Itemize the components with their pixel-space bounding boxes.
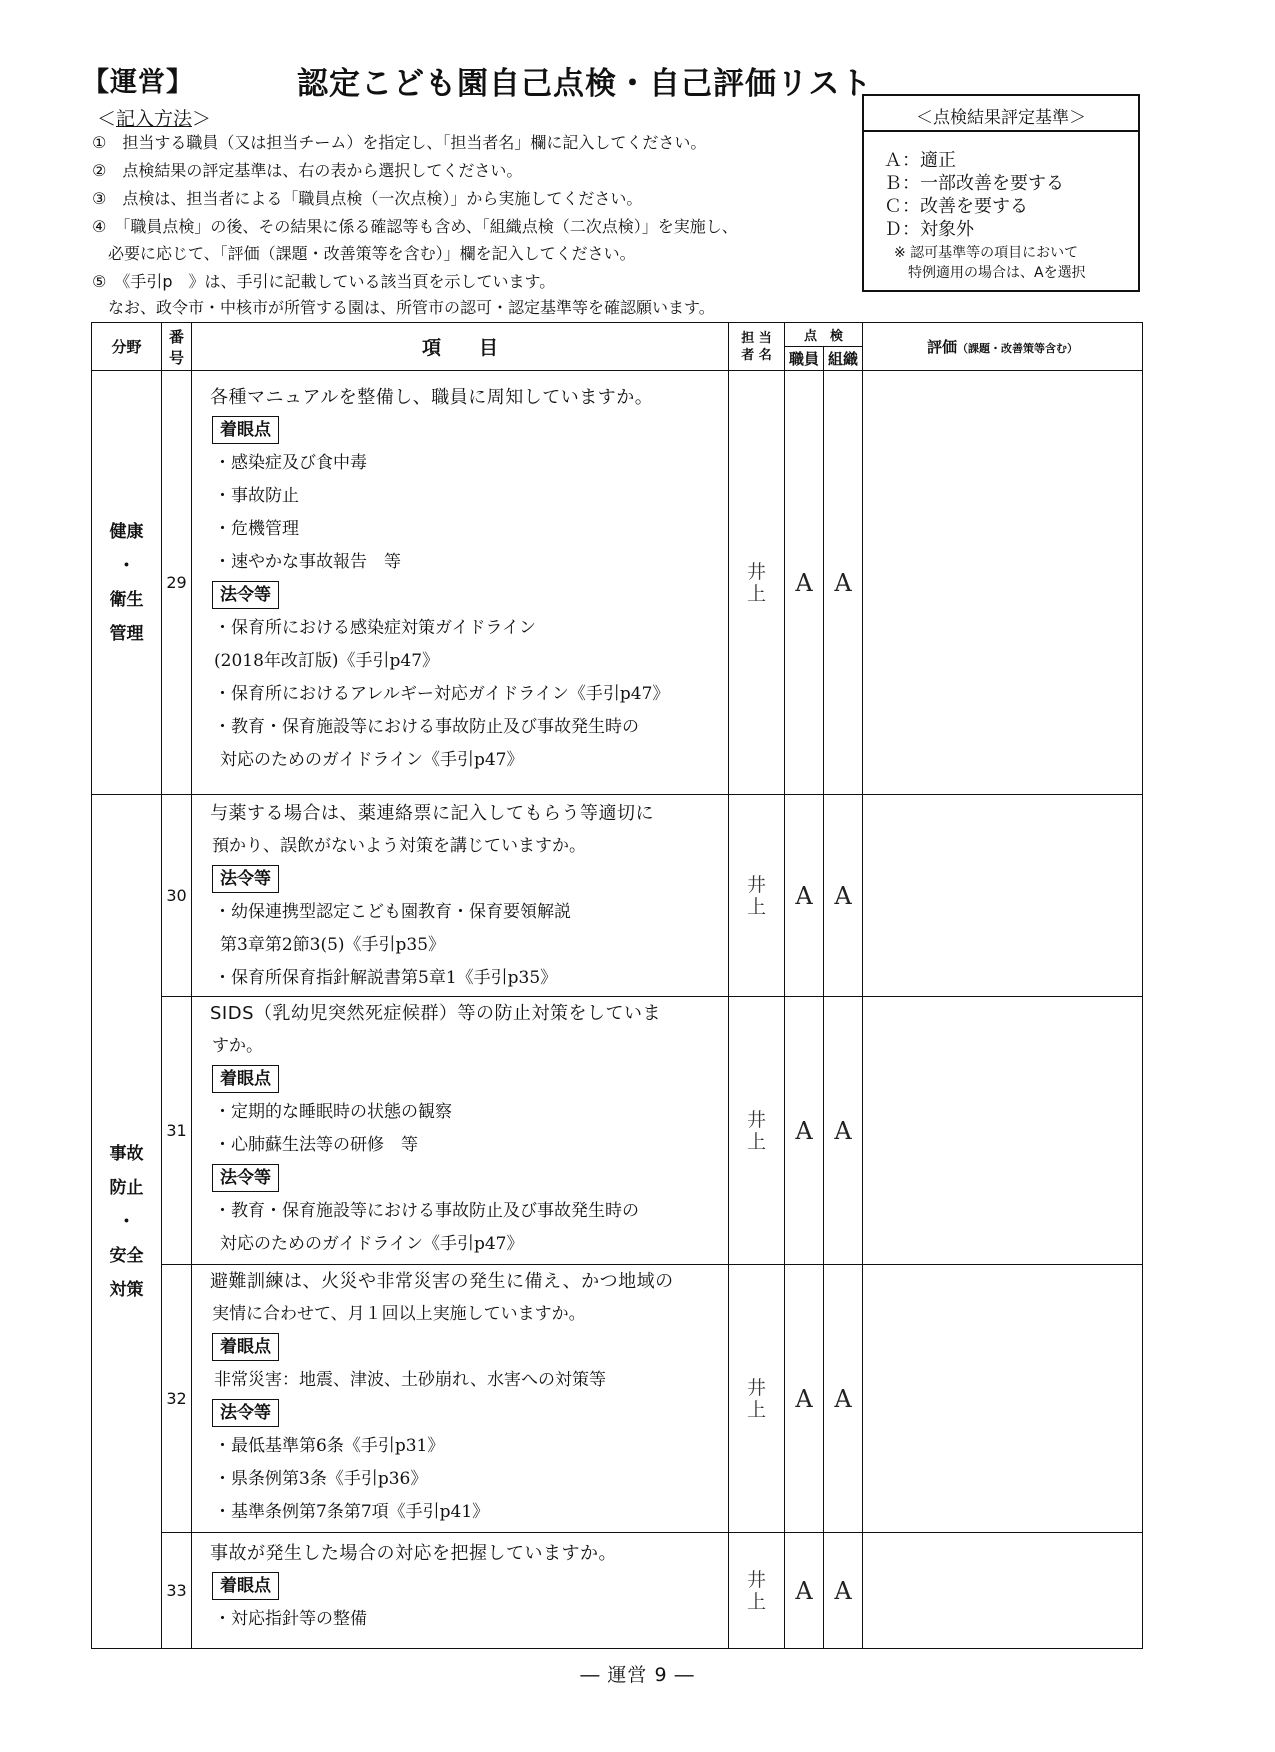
evaluation-cell[interactable] — [863, 371, 1143, 795]
instruction-line: 必要に応じて、「評価（課題・改善策等を含む）」欄を記入してください。 — [92, 244, 636, 263]
org-grade[interactable]: A — [824, 1533, 863, 1649]
staff-grade[interactable]: A — [785, 997, 824, 1265]
staff-grade[interactable]: A — [785, 1533, 824, 1649]
category-line: 安全 — [109, 1245, 144, 1266]
item-question: 事故が発生した場合の対応を把握していますか。 — [210, 1543, 617, 1564]
law-reference: ・保育所保育指針解説書第5章1《手引p35》 — [214, 968, 558, 988]
focus-point: ・危機管理 — [214, 519, 299, 539]
instruction-line: ④ 「職員点検」の後、その結果に係る確認等も含め、「組織点検（二次点検）」を実施し、 — [92, 217, 738, 236]
org-grade[interactable]: A — [824, 1265, 863, 1533]
focus-label: 着眼点 — [212, 1333, 279, 1361]
person-name[interactable]: 井 上 — [729, 371, 785, 795]
header-evaluation-note: （課題・改善策等含む） — [957, 342, 1079, 355]
criteria-item: Ｂ：一部改善を要する — [884, 173, 1064, 194]
section-tag: 【運営】 — [82, 67, 194, 98]
header-staff: 職員 — [785, 347, 824, 371]
criteria-note: 特例適用の場合は、Aを選択 — [908, 265, 1086, 281]
category-line: 管理 — [109, 623, 144, 644]
item-cell — [192, 371, 729, 795]
law-label: 法令等 — [212, 1164, 279, 1192]
law-reference: ・保育所におけるアレルギー対応ガイドライン《手引p47》 — [214, 684, 670, 704]
law-reference: ・幼保連携型認定こども園教育・保育要領解説 — [214, 902, 571, 922]
instruction-line: ① 担当する職員（又は担当チーム）を指定し、「担当者名」欄に記入してください。 — [92, 133, 707, 152]
item-question: 避難訓練は、火災や非常災害の発生に備え、かつ地域の — [210, 1271, 674, 1292]
focus-point: ・対応指針等の整備 — [214, 1609, 367, 1629]
criteria-item: Ｃ：改善を要する — [884, 196, 1028, 217]
law-reference: (2018年改訂版)《手引p47》 — [214, 651, 440, 671]
item-question: 預かり、誤飲がないよう対策を講じていますか。 — [212, 836, 586, 856]
checklist-table — [91, 322, 1143, 1649]
table-header-row — [92, 323, 1143, 347]
focus-point: ・定期的な睡眠時の状態の観察 — [214, 1102, 452, 1122]
row-number: 31 — [162, 997, 192, 1265]
item-cell — [192, 795, 729, 997]
category-line: 衛生 — [109, 589, 144, 610]
law-reference: ・基準条例第7条第7項《手引p41》 — [214, 1502, 490, 1522]
criteria-title: ＜点検結果評定基準＞ — [916, 108, 1086, 128]
instruction-line: ③ 点検は、担当者による「職員点検（一次点検）」から実施してください。 — [92, 189, 643, 208]
category-line: 健康 — [109, 521, 144, 542]
person-name[interactable]: 井 上 — [729, 795, 785, 997]
evaluation-cell[interactable] — [863, 795, 1143, 997]
focus-point: ・事故防止 — [214, 486, 299, 506]
item-question: SIDS（乳幼児突然死症候群）等の防止対策をしていま — [210, 1003, 662, 1024]
person-name[interactable]: 井 上 — [729, 1533, 785, 1649]
staff-grade[interactable]: A — [785, 795, 824, 997]
instruction-line: ② 点検結果の評定基準は、右の表から選択してください。 — [92, 161, 523, 180]
instructions-heading-label: 記入方法 — [116, 108, 193, 130]
header-evaluation-label: 評価 — [927, 338, 958, 356]
focus-point: 非常災害：地震、津波、土砂崩れ、水害への対策等 — [214, 1370, 607, 1390]
law-reference: 第3章第2節3(5)《手引p35》 — [220, 935, 446, 955]
instructions-heading-open: ＜ — [97, 108, 117, 130]
header-field: 分野 — [92, 323, 162, 371]
law-label: 法令等 — [212, 1399, 279, 1427]
item-question: 与薬する場合は、薬連絡票に記入してもらう等適切に — [210, 803, 654, 824]
header-org: 組織 — [824, 347, 863, 371]
page-title: 認定こども園自己点検・自己評価リスト — [297, 66, 873, 102]
staff-grade[interactable]: A — [785, 1265, 824, 1533]
focus-point: ・速やかな事故報告 等 — [214, 552, 401, 572]
law-reference: ・最低基準第6条《手引p31》 — [214, 1436, 445, 1456]
evaluation-cell[interactable] — [863, 1265, 1143, 1533]
category-safety — [92, 795, 162, 1649]
item-question: 各種マニュアルを整備し、職員に周知していますか。 — [210, 387, 654, 408]
table-row — [92, 997, 1143, 1265]
item-cell — [192, 1265, 729, 1533]
person-name[interactable]: 井 上 — [729, 997, 785, 1265]
header-person — [729, 323, 785, 371]
law-reference: 対応のためのガイドライン《手引p47》 — [220, 1234, 524, 1254]
law-reference: ・保育所における感染症対策ガイドライン — [214, 618, 536, 638]
table-row — [92, 795, 1143, 997]
category-line: ・ — [118, 1211, 135, 1232]
org-grade[interactable]: A — [824, 371, 863, 795]
instruction-line: ⑤ 《手引p 》は、手引に記載している該当頁を示しています。 — [92, 272, 556, 291]
law-reference: ・教育・保育施設等における事故防止及び事故発生時の — [214, 717, 639, 737]
item-question: すか。 — [212, 1036, 263, 1056]
header-evaluation — [863, 323, 1143, 371]
header-number: 番号 — [162, 323, 192, 371]
focus-label: 着眼点 — [212, 1572, 279, 1600]
row-number: 30 — [162, 795, 192, 997]
criteria-item: Ａ：適正 — [884, 150, 956, 171]
staff-grade[interactable]: A — [785, 371, 824, 795]
criteria-note: ※ 認可基準等の項目において — [894, 245, 1079, 261]
page-number: ― 運営 9 ― — [580, 1664, 695, 1686]
law-reference: ・教育・保育施設等における事故防止及び事故発生時の — [214, 1201, 639, 1221]
category-line: 防止 — [109, 1177, 144, 1198]
category-health — [92, 371, 162, 795]
table-row — [92, 1265, 1143, 1533]
law-label: 法令等 — [212, 581, 279, 609]
evaluation-cell[interactable] — [863, 1533, 1143, 1649]
focus-point: ・感染症及び食中毒 — [214, 453, 367, 473]
criteria-divider — [864, 130, 1138, 132]
category-line: 対策 — [109, 1279, 144, 1300]
item-cell — [192, 997, 729, 1265]
instructions-heading — [97, 104, 211, 131]
row-number: 29 — [162, 371, 192, 795]
header-item: 項 目 — [192, 323, 729, 371]
law-reference: 対応のためのガイドライン《手引p47》 — [220, 750, 524, 770]
org-grade[interactable]: A — [824, 795, 863, 997]
law-label: 法令等 — [212, 865, 279, 893]
table-row — [92, 371, 1143, 795]
criteria-item: Ｄ：対象外 — [884, 219, 974, 240]
org-grade[interactable]: A — [824, 997, 863, 1265]
category-line: ・ — [118, 555, 135, 576]
header-person-line1: 担 当 — [741, 330, 772, 346]
row-number: 33 — [162, 1533, 192, 1649]
focus-label: 着眼点 — [212, 1065, 279, 1093]
table-row — [92, 1533, 1143, 1649]
item-cell — [192, 1533, 729, 1649]
header-check: 点 検 — [785, 323, 863, 347]
category-line: 事故 — [109, 1143, 144, 1164]
instructions-heading-close: ＞ — [192, 108, 212, 130]
header-person-line2: 者 名 — [741, 347, 772, 363]
focus-label: 着眼点 — [212, 416, 279, 444]
item-question: 実情に合わせて、月１回以上実施していますか。 — [212, 1304, 586, 1324]
instruction-line: なお、政令市・中核市が所管する園は、所管市の認可・認定基準等を確認願います。 — [92, 298, 715, 317]
law-reference: ・県条例第3条《手引p36》 — [214, 1469, 428, 1489]
person-name[interactable]: 井 上 — [729, 1265, 785, 1533]
row-number: 32 — [162, 1265, 192, 1533]
evaluation-cell[interactable] — [863, 997, 1143, 1265]
criteria-box — [862, 94, 1140, 292]
focus-point: ・心肺蘇生法等の研修 等 — [214, 1135, 418, 1155]
